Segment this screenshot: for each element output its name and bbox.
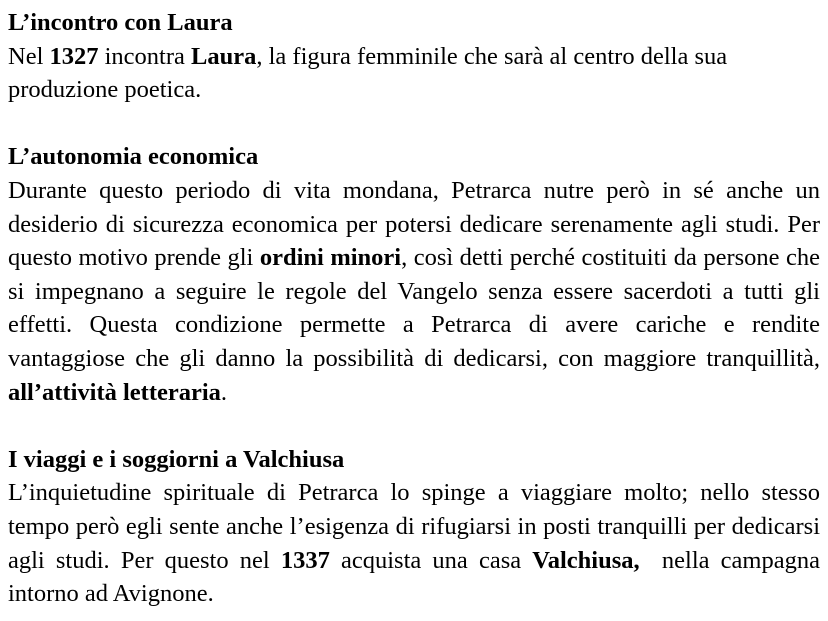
section-paragraph bbox=[8, 476, 827, 610]
bold-text-run: all’attività letteraria bbox=[8, 378, 221, 406]
section-heading: L’autonomia economica bbox=[8, 143, 259, 171]
section-heading: I viaggi e i soggiorni a Valchiusa bbox=[8, 445, 345, 473]
text-run: incontra bbox=[98, 42, 192, 70]
section-incontro-laura bbox=[8, 6, 820, 107]
text-run: L’inquietudine spirituale di Petrarca lo spinge a viaggiare molto; nello stesso tempo però egli sente anche l’esigenza di rifugiarsi in posti tranquilli per dedicarsi agli studi. Per questo nel bbox=[8, 479, 827, 574]
text-run: Durante questo periodo di vita mondana, Petrarca nutre però in sé anche un desiderio di sicurezza economica per potersi dedicare serenamente agli studi. Per questo motivo prende gli bbox=[8, 176, 820, 272]
bold-text-run: 1327 bbox=[49, 42, 99, 70]
text-run: nella campagna intorno ad Avignone. bbox=[8, 546, 827, 608]
section-autonomia-economica bbox=[8, 140, 820, 409]
text-run: . bbox=[220, 378, 228, 406]
section-heading: L’incontro con Laura bbox=[8, 9, 233, 36]
bold-text-run: Valchiusa, bbox=[532, 546, 640, 574]
text-run: , così detti perché costituiti da persone che si impegnano a seguire le regole del Vangelo senza essere sacerdoti a tutti gli effetti. Questa condizione permette a Petrarca di avere cariche e rendite vantaggiose che gli danno la possibilità di dedicarsi, con maggiore tranquillità, bbox=[8, 244, 820, 372]
bold-text-run: 1337 bbox=[280, 546, 330, 574]
bold-text-run: Laura bbox=[191, 42, 257, 70]
text-run: acquista una casa bbox=[329, 546, 533, 574]
section-viaggi-valchiusa bbox=[8, 443, 827, 611]
document bbox=[8, 6, 827, 611]
bold-text-run: ordini minori bbox=[259, 244, 402, 272]
section-paragraph bbox=[8, 174, 820, 409]
text-run: Nel bbox=[8, 42, 50, 70]
text-run: , la figura femminile che sarà al centro della sua produzione poetica. bbox=[8, 42, 728, 104]
section-paragraph bbox=[8, 40, 820, 107]
